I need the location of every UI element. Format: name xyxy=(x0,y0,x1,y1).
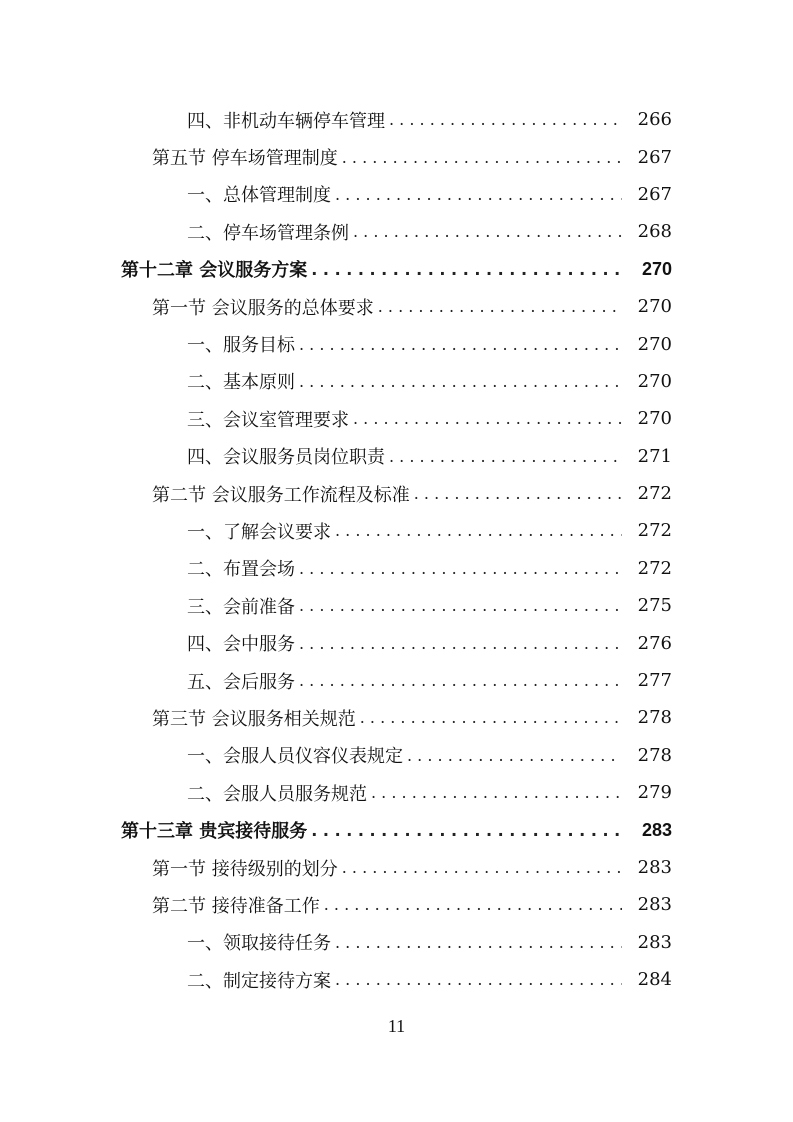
dot-leader xyxy=(407,746,622,765)
dot-leader xyxy=(335,185,622,204)
toc-entry[interactable] xyxy=(0,176,793,213)
toc-entry-page: 267 xyxy=(637,146,672,168)
toc-entry-label: 一、总体管理制度 xyxy=(187,181,335,207)
toc-entry[interactable] xyxy=(0,438,793,475)
toc-entry-label: 一、会服人员仪容仪表规定 xyxy=(187,742,407,768)
toc-entry-label: 第十三章 贵宾接待服务 xyxy=(121,817,311,843)
toc-entry[interactable] xyxy=(0,587,793,624)
dot-leader xyxy=(389,110,622,129)
toc-entry[interactable] xyxy=(0,774,793,811)
toc-entry[interactable] xyxy=(0,849,793,886)
toc-entry-page: 266 xyxy=(637,109,672,131)
table-of-contents xyxy=(0,101,793,998)
toc-entry-label: 二、停车场管理条例 xyxy=(187,219,353,245)
dot-leader xyxy=(299,559,622,578)
toc-entry-page: 270 xyxy=(641,258,672,279)
toc-entry[interactable] xyxy=(0,624,793,661)
toc-entry[interactable] xyxy=(0,400,793,437)
toc-entry-page: 279 xyxy=(637,782,672,804)
toc-entry-page: 277 xyxy=(637,670,672,692)
dot-leader xyxy=(353,222,622,241)
dot-leader xyxy=(324,895,622,914)
toc-entry[interactable] xyxy=(0,325,793,362)
toc-entry-label: 第五节 停车场管理制度 xyxy=(152,144,342,170)
dot-leader xyxy=(342,148,622,167)
toc-entry[interactable] xyxy=(0,363,793,400)
toc-entry-page: 270 xyxy=(637,296,672,318)
toc-entry-page: 270 xyxy=(637,370,672,392)
toc-entry[interactable] xyxy=(0,475,793,512)
toc-entry[interactable] xyxy=(0,699,793,736)
toc-entry-label: 二、基本原则 xyxy=(187,368,299,394)
toc-entry-page: 276 xyxy=(637,632,672,654)
dot-leader xyxy=(414,484,622,503)
toc-entry-page: 275 xyxy=(637,595,672,617)
toc-chapter-entry[interactable] xyxy=(0,811,793,848)
toc-entry-label: 第一节 会议服务的总体要求 xyxy=(152,294,378,320)
toc-entry-page: 284 xyxy=(637,969,672,991)
toc-entry-page: 272 xyxy=(637,483,672,505)
dot-leader xyxy=(342,858,622,877)
toc-entry[interactable] xyxy=(0,961,793,998)
page-number: 11 xyxy=(387,1016,406,1036)
toc-entry-label: 第一节 接待级别的划分 xyxy=(152,855,342,881)
toc-entry[interactable] xyxy=(0,886,793,923)
toc-entry-label: 五、会后服务 xyxy=(187,668,299,694)
toc-entry[interactable] xyxy=(0,288,793,325)
toc-entry-label: 一、了解会议要求 xyxy=(187,518,335,544)
toc-entry-page: 270 xyxy=(637,333,672,355)
toc-entry-label: 四、非机动车辆停车管理 xyxy=(187,107,389,133)
dot-leader xyxy=(311,260,622,279)
toc-entry-label: 一、领取接待任务 xyxy=(187,929,335,955)
toc-entry-page: 278 xyxy=(637,744,672,766)
toc-entry-label: 四、会议服务员岗位职责 xyxy=(187,443,389,469)
dot-leader xyxy=(371,783,622,802)
toc-entry-page: 270 xyxy=(637,408,672,430)
dot-leader xyxy=(335,933,622,952)
dot-leader xyxy=(335,521,622,540)
toc-entry-label: 三、会前准备 xyxy=(187,593,299,619)
toc-entry-page: 267 xyxy=(637,183,672,205)
toc-entry-label: 一、服务目标 xyxy=(187,331,299,357)
dot-leader xyxy=(378,297,622,316)
toc-entry[interactable] xyxy=(0,213,793,250)
toc-entry-page: 283 xyxy=(637,931,672,953)
toc-entry-label: 第二节 会议服务工作流程及标准 xyxy=(152,481,414,507)
toc-entry-label: 第十二章 会议服务方案 xyxy=(121,256,311,282)
toc-entry-label: 二、会服人员服务规范 xyxy=(187,780,371,806)
toc-entry-label: 二、布置会场 xyxy=(187,555,299,581)
toc-entry[interactable] xyxy=(0,737,793,774)
dot-leader xyxy=(335,970,622,989)
toc-entry[interactable] xyxy=(0,512,793,549)
toc-entry-page: 278 xyxy=(637,707,672,729)
dot-leader xyxy=(299,335,622,354)
toc-entry-label: 二、制定接待方案 xyxy=(187,967,335,993)
toc-entry[interactable] xyxy=(0,138,793,175)
toc-entry-page: 283 xyxy=(637,857,672,878)
toc-entry-page: 271 xyxy=(637,445,672,467)
dot-leader xyxy=(299,372,622,391)
toc-entry-page: 272 xyxy=(637,557,672,579)
toc-entry[interactable] xyxy=(0,101,793,138)
toc-entry[interactable] xyxy=(0,662,793,699)
toc-entry[interactable] xyxy=(0,550,793,587)
toc-entry-label: 第三节 会议服务相关规范 xyxy=(152,705,360,731)
toc-entry[interactable] xyxy=(0,924,793,961)
toc-entry-page: 272 xyxy=(637,520,672,542)
toc-chapter-entry[interactable] xyxy=(0,251,793,288)
dot-leader xyxy=(389,447,622,466)
dot-leader xyxy=(360,708,622,727)
dot-leader xyxy=(299,596,622,615)
toc-entry-page: 268 xyxy=(637,221,672,243)
dot-leader xyxy=(353,409,622,428)
toc-entry-label: 第二节 接待准备工作 xyxy=(152,892,324,918)
toc-entry-label: 三、会议室管理要求 xyxy=(187,406,353,432)
dot-leader xyxy=(299,634,622,653)
dot-leader xyxy=(299,671,622,690)
toc-entry-label: 四、会中服务 xyxy=(187,630,299,656)
toc-entry-page: 283 xyxy=(637,894,672,916)
toc-entry-page: 283 xyxy=(641,819,672,840)
dot-leader xyxy=(311,821,622,840)
